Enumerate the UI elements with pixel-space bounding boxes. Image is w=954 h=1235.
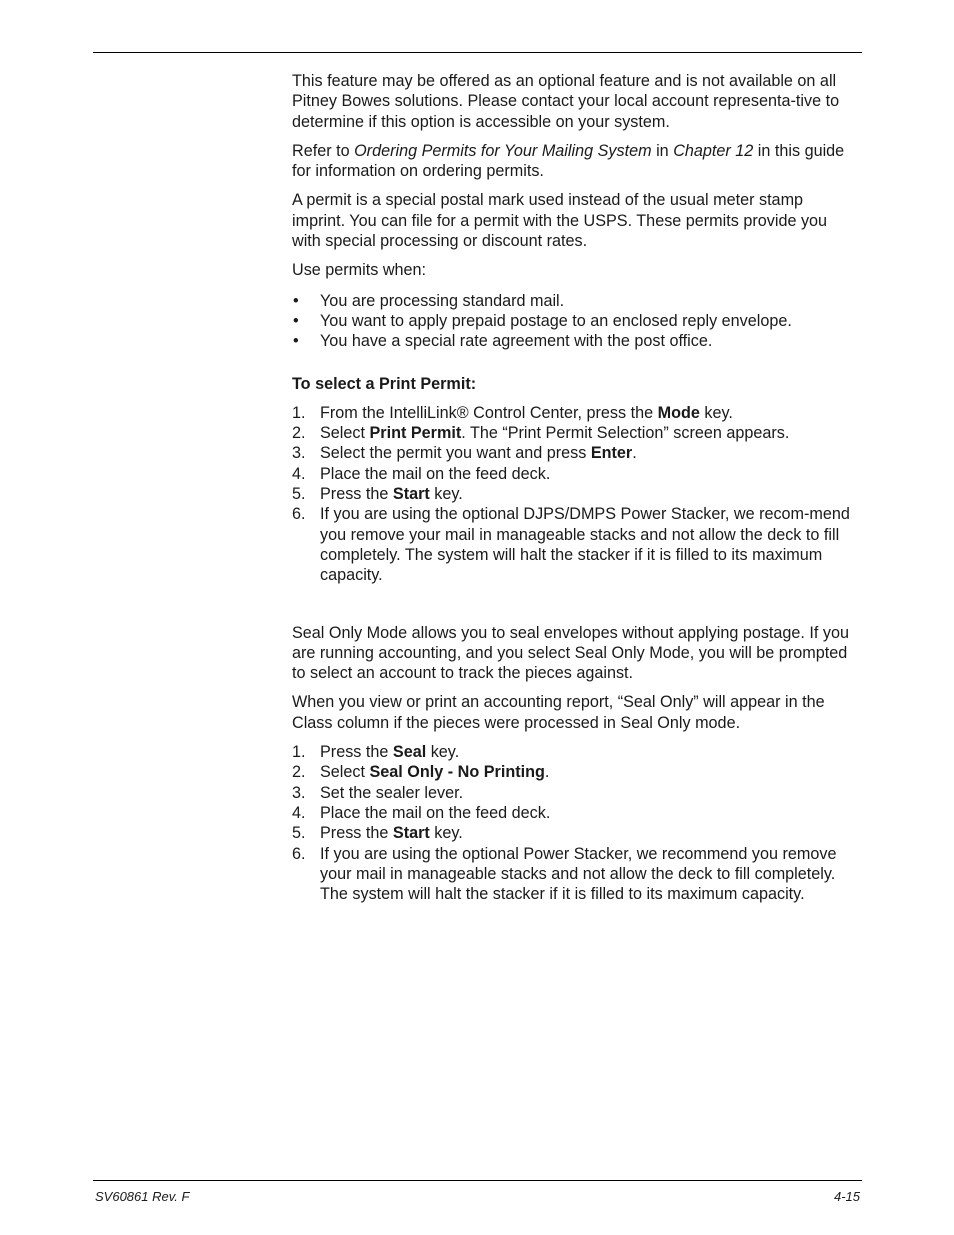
seal-only-steps xyxy=(292,742,858,904)
step-number: 3. xyxy=(292,444,306,463)
step-item xyxy=(292,464,858,484)
step-text: Select xyxy=(320,763,370,782)
step-item xyxy=(292,742,858,762)
step-number: 2. xyxy=(292,763,306,782)
step-number: 2. xyxy=(292,424,306,443)
step-number: 6. xyxy=(292,505,306,524)
refer-chapter: Chapter 12 xyxy=(673,141,754,160)
intro-paragraph-permit-definition: A permit is a special postal mark used instead of the usual meter stamp imprint. You can file for a permit with the USPS. These permits provide you with special processing or discount rates. xyxy=(292,191,828,251)
step-text: If you are using the optional DJPS/DMPS Power Stacker, we recom-mend you remove your mail in manageable stacks and not allow the deck to fill completely. The system will halt the stacker if it is filled to its maximum capacity. xyxy=(320,505,850,585)
step-item xyxy=(292,403,858,423)
step-item xyxy=(292,504,858,585)
step-text: If you are using the optional Power Stacker, we recommend you remove your mail in manageable stacks and not allow the deck to fill completely. The system will halt the stacker if it is filled to its maximum capacity. xyxy=(320,844,837,904)
intro-paragraph-refer xyxy=(292,141,858,182)
step-text: From the IntelliLink® Control Center, press the xyxy=(320,403,658,422)
step-item xyxy=(292,762,858,782)
step-item xyxy=(292,783,858,803)
key-name-start: Start xyxy=(392,824,430,843)
step-text: . The “Print Permit Selection” screen appears. xyxy=(461,424,790,443)
step-item xyxy=(292,823,858,843)
step-text: Press the xyxy=(320,743,393,762)
step-text: key. xyxy=(699,403,733,422)
key-name-mode: Mode xyxy=(657,403,700,422)
key-name-start: Start xyxy=(392,485,430,504)
seal-only-paragraph-report: When you view or print an accounting report, “Seal Only” will appear in the Class column if the pieces were processed in Seal Only mode. xyxy=(292,693,825,732)
permit-usage-list xyxy=(292,291,858,352)
step-item xyxy=(292,484,858,504)
list-item xyxy=(292,331,858,351)
step-item xyxy=(292,423,858,443)
intro-paragraph-optional-feature: This feature may be offered as an optional feature and is not available on all Pitney Bowes solutions. Please contact your local account representa-tive to determine if this option is accessible on your system. xyxy=(292,72,840,131)
step-item xyxy=(292,803,858,823)
bullet-marker: • xyxy=(293,311,299,330)
refer-text-pre: Refer to xyxy=(292,141,355,160)
step-text: key. xyxy=(429,485,463,504)
list-item-text: You want to apply prepaid postage to an enclosed reply envelope. xyxy=(320,311,792,330)
step-number: 1. xyxy=(292,743,306,762)
seal-only-paragraph-intro: Seal Only Mode allows you to seal envelopes without applying postage. If you are running accounting, and you select Seal Only Mode, you will be prompted to select an account to track the pieces against. xyxy=(292,623,850,683)
step-text: . xyxy=(632,444,637,463)
step-number: 4. xyxy=(292,803,306,822)
step-number: 5. xyxy=(292,485,306,504)
option-print-permit: Print Permit xyxy=(369,424,462,443)
intro-paragraph-use-permits: Use permits when: xyxy=(292,261,427,280)
step-text: Place the mail on the feed deck. xyxy=(320,464,551,483)
key-name-seal: Seal xyxy=(392,743,427,762)
step-text: . xyxy=(544,763,550,782)
list-item xyxy=(292,311,858,331)
header-rule xyxy=(93,52,862,53)
option-seal-only-no-printing: Seal Only - No Printing xyxy=(369,763,545,782)
step-number: 1. xyxy=(292,403,306,422)
print-permit-heading: To select a Print Permit: xyxy=(292,374,477,393)
step-text: Select xyxy=(320,424,370,443)
step-text: Select the permit you want and press xyxy=(320,444,591,463)
list-item-text: You are processing standard mail. xyxy=(320,291,565,310)
step-text: Place the mail on the feed deck. xyxy=(320,803,551,822)
step-text: Press the xyxy=(320,824,393,843)
step-number: 6. xyxy=(292,844,306,863)
step-text: Set the sealer lever. xyxy=(320,783,464,802)
step-number: 4. xyxy=(292,464,306,483)
refer-title-ordering-permits: Ordering Permits for Your Mailing System xyxy=(354,141,652,160)
refer-text-post: in this guide for information on ordering permits. xyxy=(292,141,845,181)
step-item xyxy=(292,844,858,905)
footer-rule xyxy=(93,1180,862,1181)
step-number: 3. xyxy=(292,783,306,802)
step-text: Press the xyxy=(320,485,393,504)
step-text: key. xyxy=(426,743,460,762)
seal-only-section xyxy=(292,623,858,905)
page-content xyxy=(292,71,858,904)
step-number: 5. xyxy=(292,824,306,843)
step-item xyxy=(292,443,858,463)
footer-page-number: 4-15 xyxy=(833,1189,860,1204)
footer-document-id: SV60861 Rev. F xyxy=(95,1189,190,1204)
list-item xyxy=(292,291,858,311)
step-text: key. xyxy=(429,824,463,843)
refer-text-mid: in xyxy=(651,141,674,160)
list-item-text: You have a special rate agreement with the post office. xyxy=(320,332,713,351)
print-permit-steps xyxy=(292,403,858,586)
bullet-marker: • xyxy=(293,332,299,351)
key-name-enter: Enter xyxy=(590,444,633,463)
bullet-marker: • xyxy=(293,291,299,310)
